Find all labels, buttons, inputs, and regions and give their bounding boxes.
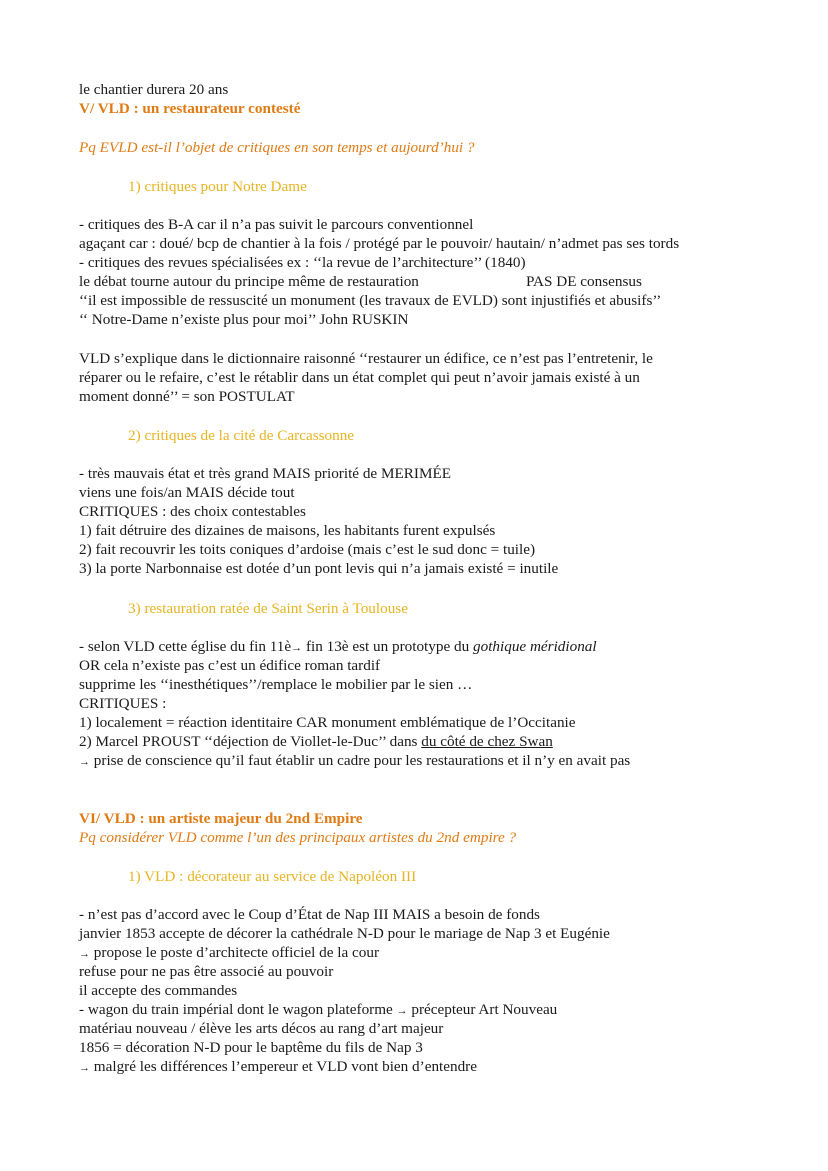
subheading-carcassonne: 2) critiques de la cité de Carcassonne — [128, 427, 355, 444]
arrow-icon: → — [79, 948, 90, 960]
subheading-napoleon: 1) VLD : décorateur au service de Napoléon III — [128, 868, 417, 885]
text-line: matériau nouveau / élève les arts décos au rang d’art majeur — [79, 1020, 444, 1037]
text-line: 1) fait détruire des dizaines de maisons, les habitants furent expulsés — [79, 522, 496, 539]
text-line: 2) Marcel PROUST ‘‘déjection de Viollet-le-Duc’’ dans du côté de chez Swan — [79, 733, 553, 750]
text-line: PAS DE consensus — [526, 273, 642, 290]
text-line: → malgré les différences l’empereur et VLD vont bien d’entendre — [79, 1058, 477, 1075]
text-line: 1) localement = réaction identitaire CAR monument emblématique de l’Occitanie — [79, 714, 576, 731]
text-line: le chantier durera 20 ans — [79, 81, 229, 98]
text-line: OR cela n’existe pas c’est un édifice roman tardif — [79, 657, 381, 674]
text-line: viens une fois/an MAIS décide tout — [79, 484, 295, 501]
subheading-saint-serin: 3) restauration ratée de Saint Serin à Toulouse — [128, 600, 408, 617]
arrow-icon: → — [396, 1005, 408, 1017]
text-line: le débat tourne autour du principe même de restauration — [79, 273, 419, 290]
text-line: - wagon du train impérial dont le wagon plateforme → précepteur Art Nouveau — [79, 1001, 558, 1018]
text-line: - très mauvais état et très grand MAIS priorité de MERIMÉE — [79, 465, 451, 482]
text-line: réparer ou le refaire, c’est le rétablir dans un état complet qui peut n’avoir jamais existé à un — [79, 369, 640, 386]
section-question-v: Pq EVLD est-il l’objet de critiques en son temps et aujourd’hui ? — [79, 139, 475, 156]
text-line: - critiques des revues spécialisées ex : ‘‘la revue de l’architecture’’ (1840) — [79, 254, 526, 271]
text-line: il accepte des commandes — [79, 982, 238, 999]
text-line: CRITIQUES : des choix contestables — [79, 503, 306, 520]
text-line: → propose le poste d’architecte officiel de la cour — [79, 944, 379, 961]
text-line: 3) la porte Narbonnaise est dotée d’un pont levis qui n’a jamais existé = inutile — [79, 560, 559, 577]
text-line: CRITIQUES : — [79, 695, 167, 712]
text-line: supprime les ‘‘inesthétiques’’/remplace le mobilier par le sien … — [79, 676, 473, 693]
text-line: moment donné’’ = son POSTULAT — [79, 388, 295, 405]
section-question-vi: Pq considérer VLD comme l’un des principaux artistes du 2nd empire ? — [79, 829, 517, 846]
text-line: agaçant car : doué/ bcp de chantier à la fois / protégé par le pouvoir/ hautain/ n’admet pas ses tords — [79, 235, 680, 252]
subheading-notre-dame: 1) critiques pour Notre Dame — [128, 178, 307, 195]
text-line: → prise de conscience qu’il faut établir un cadre pour les restaurations et il n’y en avait pas — [79, 752, 631, 769]
arrow-icon: → — [79, 1062, 90, 1074]
text-line: - selon VLD cette église du fin 11è→ fin 13è est un prototype du gothique méridional — [79, 638, 597, 655]
text-line: 1856 = décoration N-D pour le baptême du fils de Nap 3 — [79, 1039, 423, 1056]
arrow-icon: → — [79, 756, 90, 768]
text-line: janvier 1853 accepte de décorer la cathédrale N-D pour le mariage de Nap 3 et Eugénie — [79, 925, 610, 942]
section-heading-vi: VI/ VLD : un artiste majeur du 2nd Empire — [79, 810, 363, 827]
text-line: - n’est pas d’accord avec le Coup d’État de Nap III MAIS a besoin de fonds — [79, 906, 540, 923]
text-line: VLD s’explique dans le dictionnaire raisonné ‘‘restaurer un édifice, ce n’est pas l’entretenir, le — [79, 350, 653, 367]
section-heading-v: V/ VLD : un restaurateur contesté — [79, 100, 301, 117]
text-line: 2) fait recouvrir les toits coniques d’ardoise (mais c’est le sud donc = tuile) — [79, 541, 536, 558]
text-line: ‘‘il est impossible de ressuscité un monument (les travaux de EVLD) sont injustifiés et abusifs’’ — [79, 292, 662, 309]
text-line: refuse pour ne pas être associé au pouvoir — [79, 963, 334, 980]
book-title: du côté de chez Swan — [421, 733, 553, 750]
text-line: - critiques des B-A car il n’a pas suivit le parcours conventionnel — [79, 216, 474, 233]
text-line: ‘‘ Notre-Dame n’existe plus pour moi’’ John RUSKIN — [79, 311, 409, 328]
arrow-icon: → — [291, 642, 303, 654]
